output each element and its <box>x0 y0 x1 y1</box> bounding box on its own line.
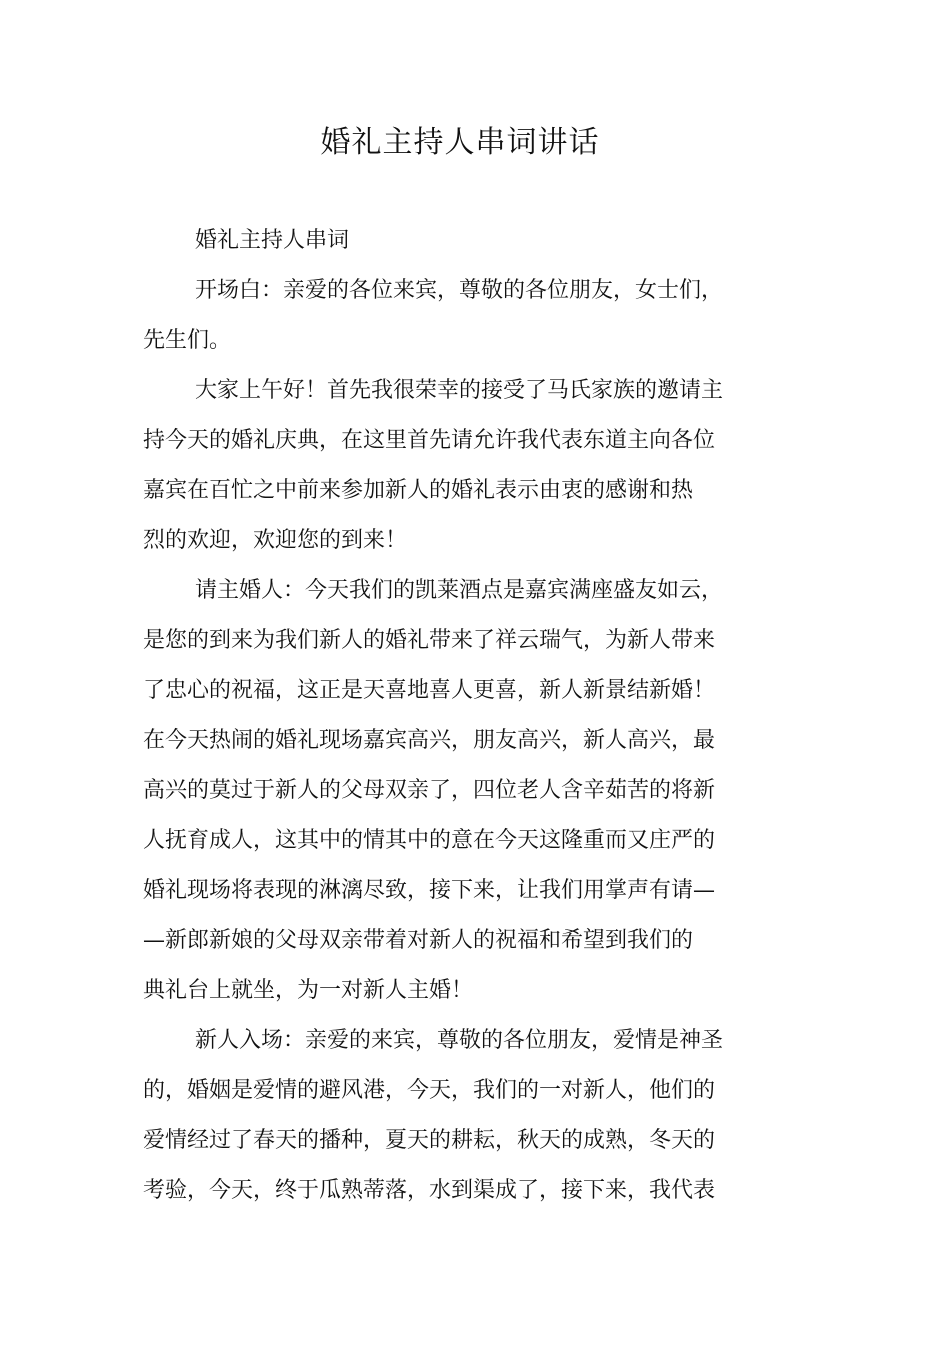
document-body <box>143 216 745 1216</box>
body-text-line: 的，婚姻是爱情的避风港，今天，我们的一对新人，他们的 <box>143 1078 716 1103</box>
body-text-line: 婚礼现场将表现的淋漓尽致，接下来，让我们用掌声有请— <box>143 878 716 903</box>
body-text-line: 新人入场：亲爱的来宾，尊敬的各位朋友，爱情是神圣 <box>195 1028 724 1053</box>
body-text-line: 请主婚人：今天我们的凯莱酒点是嘉宾满座盛友如云， <box>195 578 724 603</box>
body-text-line: 爱情经过了春天的播种，夏天的耕耘，秋天的成熟，冬天的 <box>143 1128 716 1153</box>
body-text-line: 考验，今天，终于瓜熟蒂落，水到渠成了，接下来，我代表 <box>143 1178 716 1203</box>
document-title: 婚礼主持人串词讲话 <box>320 125 600 160</box>
body-text-line: 持今天的婚礼庆典，在这里首先请允许我代表东道主向各位 <box>143 428 716 453</box>
body-text-line: 先生们。 <box>143 328 232 353</box>
body-text-line: 开场白：亲爱的各位来宾，尊敬的各位朋友，女士们， <box>195 278 724 303</box>
body-text-line: 是您的到来为我们新人的婚礼带来了祥云瑞气，为新人带来 <box>143 628 716 653</box>
body-text-line: 烈的欢迎，欢迎您的到来！ <box>143 528 408 553</box>
body-text-line: 在今天热闹的婚礼现场嘉宾高兴，朋友高兴，新人高兴，最 <box>143 728 716 753</box>
body-text-line: 典礼台上就坐，为一对新人主婚！ <box>143 978 474 1003</box>
body-text-line: 婚礼主持人串词 <box>195 228 350 253</box>
body-text-line: 了忠心的祝福，这正是天喜地喜人更喜，新人新景结新婚！ <box>143 678 716 703</box>
body-text-line: 大家上午好！首先我很荣幸的接受了马氏家族的邀请主 <box>195 378 724 403</box>
body-text-line: —新郎新娘的父母双亲带着对新人的祝福和希望到我们的 <box>143 928 694 953</box>
body-text-line: 人抚育成人，这其中的情其中的意在今天这隆重而又庄严的 <box>143 828 716 853</box>
body-text-line: 高兴的莫过于新人的父母双亲了，四位老人含辛茹苦的将新 <box>143 778 716 803</box>
body-text-line: 嘉宾在百忙之中前来参加新人的婚礼表示由衷的感谢和热 <box>143 478 694 503</box>
